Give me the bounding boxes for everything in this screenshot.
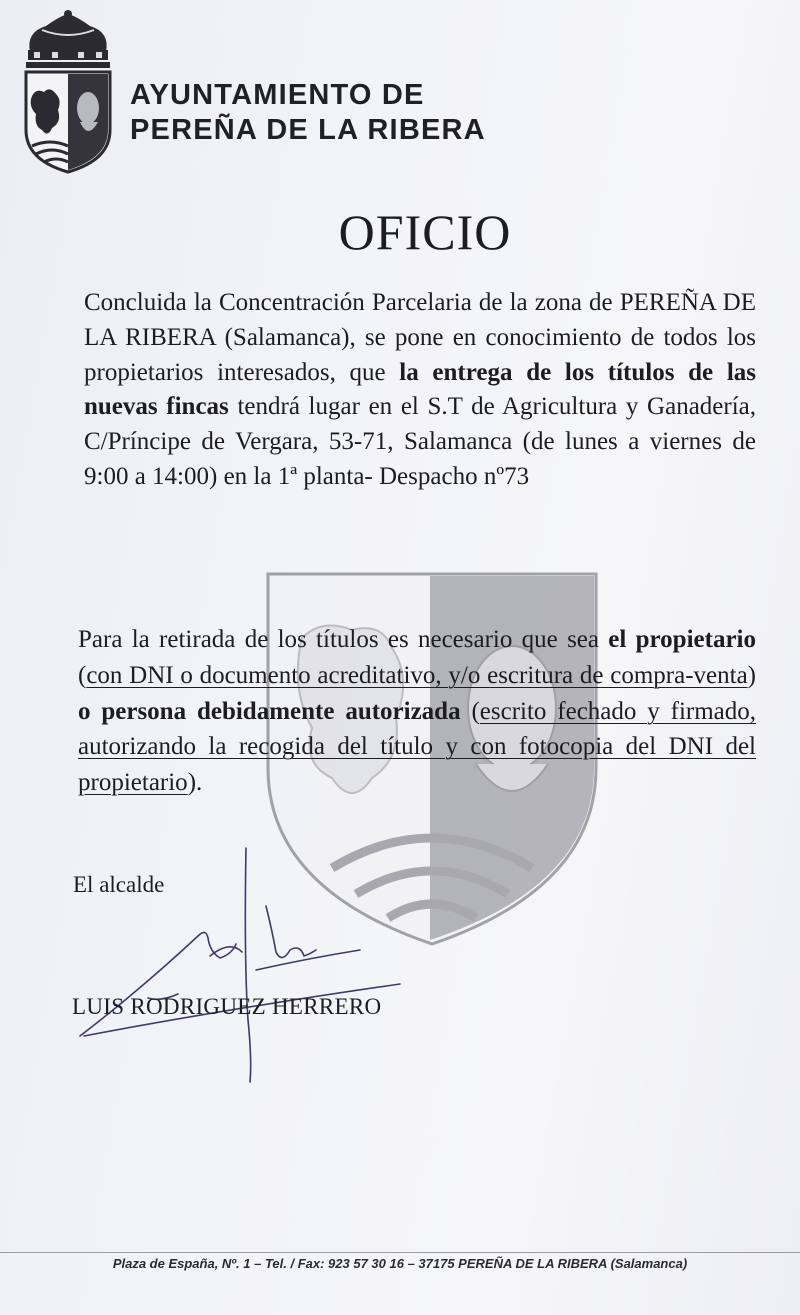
underlined-text: con DNI o documento acreditativo, y/o escritura de compra-venta bbox=[86, 661, 748, 689]
paragraph-text: tendrá lugar en el S.T de Agricultura y Ganadería, C/Príncipe de Vergara, 53-71, Salamanca (de lunes a viernes de 9:00 a 14:00) en la 1ª planta- Despacho nº73 bbox=[84, 393, 756, 490]
signatory-name: LUIS RODRIGUEZ HERRERO bbox=[72, 994, 382, 1019]
emphasis-text: o persona debidamente autorizada bbox=[78, 697, 461, 725]
emphasis-text: la entrega de los títulos de las nuevas fincas bbox=[84, 358, 756, 421]
municipality-header bbox=[130, 78, 486, 148]
signatory-role: El alcalde bbox=[73, 872, 165, 897]
paragraph-text: Concluida la Concentración Parcelaria de la zona de PEREÑA DE LA RIBERA (Salamanca), se pone en conocimiento de todos los propietarios interesados, que bbox=[84, 289, 756, 386]
header-line-2: PEREÑA DE LA RIBERA bbox=[130, 114, 486, 146]
handwritten-signature bbox=[60, 840, 420, 1090]
paragraph-requirements bbox=[78, 622, 756, 801]
paragraph-text: ). bbox=[187, 769, 203, 797]
emphasis-text: el propietario bbox=[608, 626, 756, 653]
footer-divider bbox=[0, 1252, 800, 1253]
paragraph-text: ) bbox=[747, 661, 756, 689]
footer-address: Plaza de España, Nº. 1 – Tel. / Fax: 923 57 30 16 – 37175 PEREÑA DE LA RIBERA (Salamanca) bbox=[112, 1256, 688, 1271]
coat-of-arms-logo bbox=[22, 10, 114, 175]
shield-icon bbox=[26, 72, 110, 172]
paragraph-text: ( bbox=[460, 697, 480, 725]
paragraph-delivery bbox=[84, 286, 756, 495]
underlined-text: escrito fechado y firmado, autorizando la recogida del título y con fotocopia del DNI del propietario bbox=[78, 697, 757, 797]
document-title: OFICIO bbox=[338, 204, 512, 260]
header-line-1: AYUNTAMIENTO DE bbox=[130, 79, 425, 111]
crown-icon bbox=[26, 10, 110, 68]
paragraph-text: Para la retirada de los títulos es necesario que sea bbox=[78, 626, 609, 653]
paragraph-text: ( bbox=[78, 661, 87, 689]
